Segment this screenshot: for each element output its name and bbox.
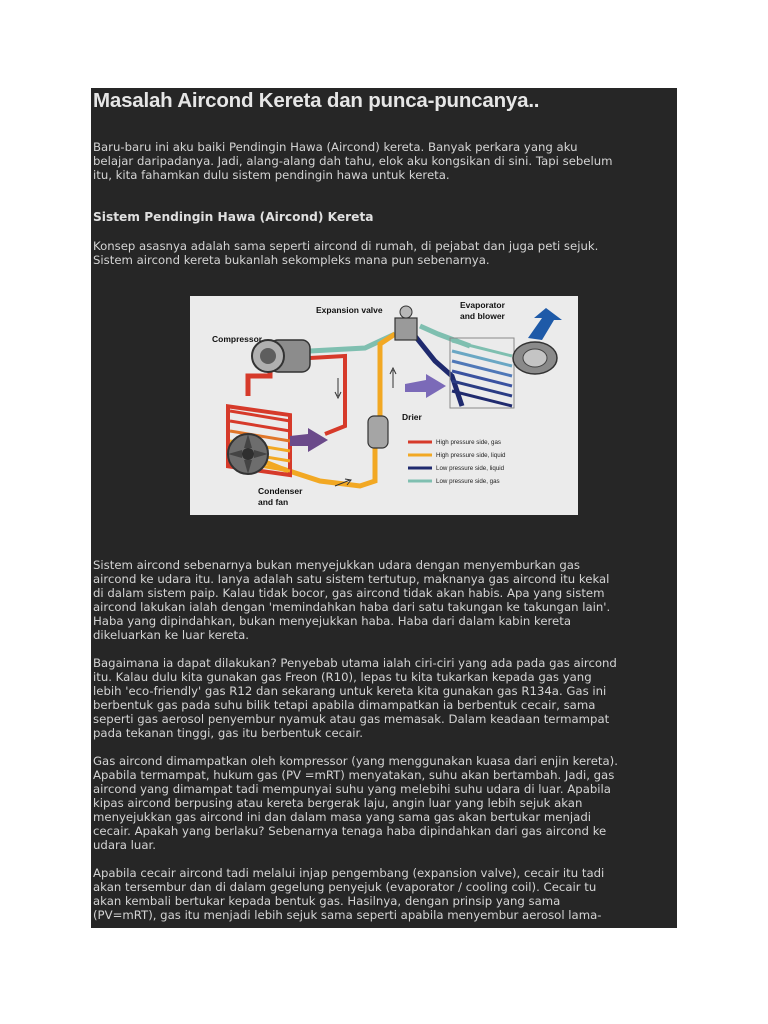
diagram-legend	[408, 439, 506, 485]
legend-label: High pressure side, gas	[436, 439, 502, 446]
flow-arrow-icon	[335, 378, 341, 398]
label-compressor: Compressor	[212, 334, 263, 344]
label-drier: Drier	[402, 412, 422, 422]
airflow-out-arrow	[528, 308, 562, 340]
body-paragraph-2	[93, 656, 677, 740]
text-line: akan kembali bertukar kepada bentuk gas. Hasilnya, dengan prinsip yang sama	[93, 894, 561, 908]
text-line: Sistem aircond kereta bukanlah sekompleks mana pun sebenarnya.	[93, 253, 490, 267]
label-and-fan: and fan	[258, 497, 289, 507]
text-line: Baru-baru ini aku baiki Pendingin Hawa (Aircond) kereta. Banyak perkara yang aku	[93, 140, 578, 154]
text-line: aircond lakukan ialah dengan 'memindahkan haba dari satu takungan ke takungan lain'.	[93, 600, 611, 614]
text-line: Sistem aircond sebenarnya bukan menyejukkan udara dengan menyemburkan gas	[93, 558, 581, 572]
diagram-svg	[190, 296, 578, 515]
label-condenser: Condenser	[258, 486, 303, 496]
text-line: Haba yang dipindahkan, bukan menyejukkan haba. Haba dari dalam kabin kereta	[93, 614, 571, 628]
text-line: itu. Kalau dulu kita gunakan gas Freon (R10), lepas tu kita tukarkan kepada gas yang	[93, 670, 592, 684]
text-line: Apabila cecair aircond tadi melalui injap pengembang (expansion valve), cecair itu tadi	[93, 866, 605, 880]
text-line: menyejukkan gas aircond ini dan dalam masa yang sama gas akan bertukar menjadi	[93, 810, 591, 824]
text-line: Bagaimana ia dapat dilakukan? Penyebab utama ialah ciri-ciri yang ada pada gas aircond	[93, 656, 617, 670]
legend-label: High pressure side, liquid	[436, 452, 506, 459]
text-line: dikeluarkan ke luar kereta.	[93, 628, 250, 642]
text-line: kipas aircond berpusing atau kereta bergerak laju, angin luar yang lebih sejuk akan	[93, 796, 583, 810]
text-line: Gas aircond dimampatkan oleh kompressor (yang menggunakan kuasa dari enjin kereta).	[93, 754, 618, 768]
aircond-system-diagram	[190, 296, 578, 515]
flow-arrow-icon	[390, 368, 396, 388]
body-paragraph-3	[93, 754, 677, 852]
section-heading: Sistem Pendingin Hawa (Aircond) Kereta	[93, 210, 374, 224]
label-and-blower: and blower	[460, 311, 505, 321]
text-line: cecair. Apakah yang berlaku? Sebenarnya tenaga haba dipindahkan dari gas aircond ke	[93, 824, 607, 838]
text-line: (PV=mRT), gas itu menjadi lebih sejuk sama seperti apabila menyembur aerosol lama-	[93, 908, 602, 922]
expansion-valve-icon	[395, 306, 417, 340]
text-line: lebih 'eco-friendly' gas R12 dan sekarang untuk kereta kita gunakan gas R134a. Gas ini	[93, 684, 607, 698]
article-page	[91, 88, 677, 928]
text-line: berbentuk gas pada suhu bilik tetapi apabila dimampatkan ia berbentuk cecair, sama	[93, 698, 596, 712]
concept-paragraph	[93, 239, 677, 267]
legend-label: Low pressure side, gas	[436, 478, 500, 485]
page-title: Masalah Aircond Kereta dan punca-puncanya..	[93, 89, 540, 112]
text-line: akan tersembur dan di dalam gegelung penyejuk (evaporator / cooling coil). Cecair tu	[93, 880, 597, 894]
text-line: Konsep asasnya adalah sama seperti aircond di rumah, di pejabat dan juga peti sejuk.	[93, 239, 599, 253]
text-line: seperti gas aerosol penyembur nyamuk atau gas memasak. Dalam keadaan termampat	[93, 712, 610, 726]
text-line: aircond yang dimampat tadi mempunyai suhu yang melebihi suhu udara di luar. Apabila	[93, 782, 611, 796]
text-line: aircond ke udara itu. Ianya adalah satu sistem tertutup, maknanya gas aircond itu kekal	[93, 572, 610, 586]
drier-icon	[368, 416, 388, 448]
legend-label: Low pressure side, liquid	[436, 465, 505, 472]
compressor-icon	[252, 340, 310, 372]
text-line: pada tekanan tinggi, gas itu berbentuk cecair.	[93, 726, 363, 740]
text-line: udara luar.	[93, 838, 156, 852]
blower-icon	[513, 342, 557, 374]
text-line: belajar daripadanya. Jadi, alang-alang dah tahu, elok aku kongsikan di sini. Tapi sebelum	[93, 154, 613, 168]
airflow-condenser-arrow	[290, 428, 328, 452]
body-paragraph-1	[93, 558, 677, 642]
body-paragraph-4	[93, 866, 677, 922]
label-expansion-valve: Expansion valve	[316, 305, 383, 315]
label-evaporator: Evaporator	[460, 300, 505, 310]
intro-paragraph	[93, 140, 677, 182]
airflow-in-arrow	[405, 374, 446, 398]
condenser-fan-icon	[228, 434, 268, 474]
text-line: itu, kita fahamkan dulu sistem pendingin hawa untuk kereta.	[93, 168, 450, 182]
text-line: di dalam sistem paip. Kalau tidak bocor, gas aircond tidak akan habis. Apa yang sistem	[93, 586, 605, 600]
text-line: Apabila termampat, hukum gas (PV =mRT) menyatakan, suhu akan bertambah. Jadi, gas	[93, 768, 615, 782]
